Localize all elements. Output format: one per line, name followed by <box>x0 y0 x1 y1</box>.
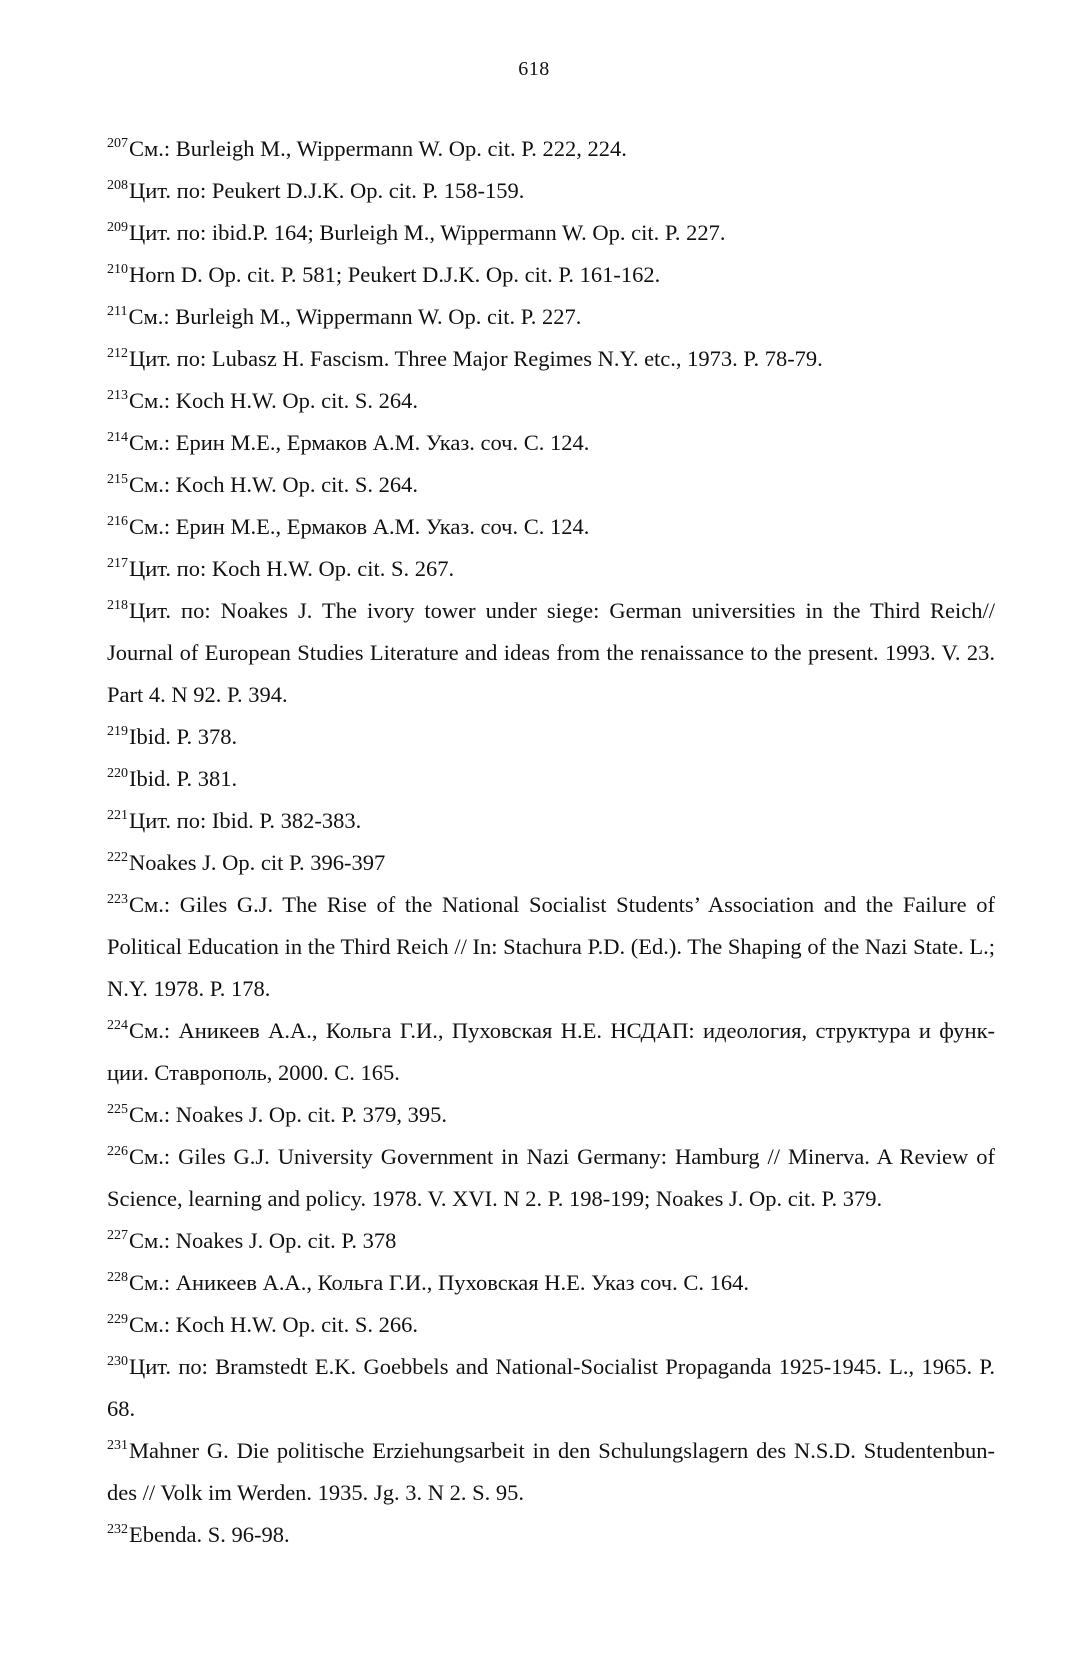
footnote <box>107 716 995 758</box>
footnote-number: 219 <box>107 724 128 739</box>
footnote-text: См.: Burleigh M., Wippermann W. Op. cit. P. 222, 224. <box>129 136 627 161</box>
footnote <box>107 128 995 170</box>
footnote-number: 231 <box>107 1438 128 1453</box>
footnote-text: Цит. по: ibid.P. 164; Burleigh M., Wippermann W. Op. cit. P. 227. <box>129 220 726 245</box>
footnote <box>107 1220 995 1262</box>
page-number: 618 <box>518 58 550 80</box>
footnote-text: См.: Giles G.J. The Rise of the National Socialist Students’ Association and the Failure of Political Education in the Third Reich // In: Stachura P.D. (Ed.). The Shaping of the Nazi State. L.; N.Y. 1978. P. 178. <box>107 892 995 1001</box>
footnote-number: 209 <box>107 220 128 235</box>
footnote <box>107 296 995 338</box>
footnote <box>107 1304 995 1346</box>
footnote <box>107 548 995 590</box>
footnote-text: Цит. по: Bramstedt E.K. Goebbels and National-Socialist Propaganda 1925-1945. L., 1965. P. 68. <box>107 1354 995 1421</box>
footnote <box>107 1430 995 1514</box>
footnote-text: Цит. по: Noakes J. The ivory tower under siege: German universities in the Third Reich// Journal of European Studies Literature and ideas from the renaissance to the present. 1993. V. 23. Part 4. N 92. P. 394. <box>107 598 995 707</box>
footnote-text: См.: Аникеев А.А., Кольга Г.И., Пуховская Н.Е. Указ соч. С. 164. <box>129 1270 749 1295</box>
footnote-number: 212 <box>107 346 128 361</box>
footnote <box>107 464 995 506</box>
footnote <box>107 212 995 254</box>
footnote-number: 216 <box>107 514 128 529</box>
footnote-number: 215 <box>107 472 128 487</box>
footnote-number: 208 <box>107 178 128 193</box>
footnote <box>107 254 995 296</box>
footnote-number: 226 <box>107 1144 128 1159</box>
footnote-text: Цит. по: Ibid. P. 382-383. <box>129 808 362 833</box>
footnote-number: 220 <box>107 766 128 781</box>
footnote-number: 217 <box>107 556 128 571</box>
footnote <box>107 842 995 884</box>
footnote-number: 218 <box>107 598 128 613</box>
footnote-number: 232 <box>107 1522 128 1537</box>
footnote-text: Horn D. Op. cit. P. 581; Peukert D.J.K. Op. cit. P. 161-162. <box>129 262 661 287</box>
footnote-text: Ibid. P. 381. <box>129 766 238 791</box>
footnote-number: 210 <box>107 262 128 277</box>
footnote-text: См.: Ерин М.Е., Ермаков А.М. Указ. соч. С. 124. <box>129 430 590 455</box>
footnote-text: См.: Koch H.W. Op. cit. S. 264. <box>129 472 419 497</box>
footnote-number: 211 <box>107 304 128 319</box>
footnote <box>107 1094 995 1136</box>
footnote-number: 214 <box>107 430 128 445</box>
footnote-text: Ebenda. S. 96-98. <box>129 1522 290 1547</box>
footnote <box>107 1136 995 1220</box>
footnote <box>107 506 995 548</box>
footnote <box>107 590 995 716</box>
footnote-number: 207 <box>107 136 128 151</box>
footnote <box>107 422 995 464</box>
footnote-number: 224 <box>107 1018 128 1033</box>
footnote-text: См.: Noakes J. Op. cit. P. 379, 395. <box>129 1102 447 1127</box>
footnote-text: Noakes J. Op. cit P. 396-397 <box>129 850 386 875</box>
footnote <box>107 338 995 380</box>
footnote-number: 221 <box>107 808 128 823</box>
footnote-text: См.: Noakes J. Op. cit. P. 378 <box>129 1228 397 1253</box>
footnote <box>107 758 995 800</box>
footnote-text: Цит. по: Peukert D.J.K. Op. cit. P. 158-159. <box>129 178 525 203</box>
footnote-text: См.: Giles G.J. University Government in Nazi Germany: Hamburg // Minerva. A Review of Science, learning and policy. 1978. V. XVI. N 2. P. 198-199; Noakes J. Op. cit. P. 379. <box>107 1144 995 1211</box>
footnote-text: См.: Аникеев А.А., Кольга Г.И., Пуховская Н.Е. НСДАП: идеология, структура и функ-ции. Ставрополь, 2000. С. 165. <box>107 1018 995 1085</box>
footnote <box>107 1514 995 1556</box>
footnote-number: 222 <box>107 850 128 865</box>
footnote <box>107 800 995 842</box>
footnote <box>107 380 995 422</box>
footnote-number: 228 <box>107 1270 128 1285</box>
footnote-text: См.: Koch H.W. Op. cit. S. 266. <box>129 1312 419 1337</box>
footnote-number: 223 <box>107 892 128 907</box>
footnote-number: 230 <box>107 1354 128 1369</box>
footnote-text: Цит. по: Lubasz H. Fascism. Three Major Regimes N.Y. etc., 1973. P. 78-79. <box>129 346 823 371</box>
footnote-text: См.: Koch H.W. Op. cit. S. 264. <box>129 388 419 413</box>
footnote-list <box>107 128 995 1556</box>
footnote <box>107 1346 995 1430</box>
footnote <box>107 1010 995 1094</box>
footnote-text: Цит. по: Koch H.W. Op. cit. S. 267. <box>129 556 455 581</box>
footnote-text: См.: Burleigh M., Wippermann W. Op. cit. P. 227. <box>128 304 582 329</box>
footnote-number: 213 <box>107 388 128 403</box>
footnote-text: См.: Ерин М.Е., Ермаков А.М. Указ. соч. С. 124. <box>129 514 590 539</box>
footnote-number: 227 <box>107 1228 128 1243</box>
footnote <box>107 1262 995 1304</box>
footnote-text: Mahner G. Die politische Erziehungsarbeit in den Schulungslagern des N.S.D. Studentenbun-des // Volk im Werden. 1935. Jg. 3. N 2. S. 95. <box>107 1438 995 1505</box>
footnote-number: 225 <box>107 1102 128 1117</box>
footnote-text: Ibid. P. 378. <box>129 724 238 749</box>
footnote <box>107 884 995 1010</box>
footnote <box>107 170 995 212</box>
footnote-number: 229 <box>107 1312 128 1327</box>
